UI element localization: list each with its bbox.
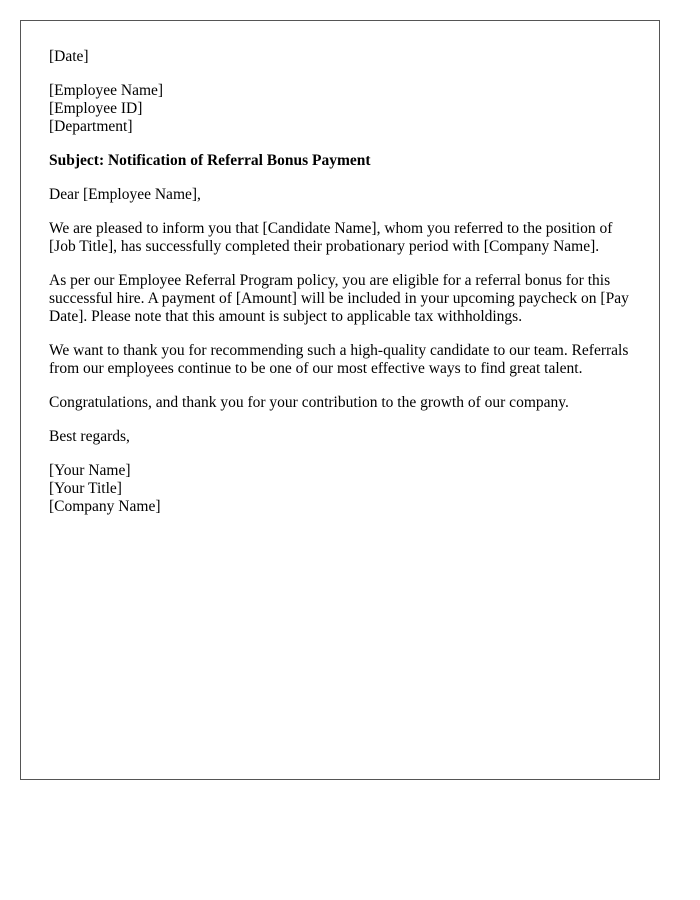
letter-date: [Date]	[49, 48, 89, 65]
closing: Best regards,	[49, 428, 130, 445]
date-block	[49, 48, 631, 66]
signature-title: [Your Title]	[49, 480, 122, 497]
letter-document	[20, 20, 660, 780]
body-paragraph-1: We are pleased to inform you that [Candidate Name], whom you referred to the position of [Job Title], has successfully completed their probationary period with [Company Name].	[49, 220, 613, 255]
recipient-department: [Department]	[49, 118, 133, 135]
signature-name: [Your Name]	[49, 462, 131, 479]
signature-block	[49, 462, 631, 516]
recipient-block	[49, 82, 631, 136]
recipient-name: [Employee Name]	[49, 82, 164, 99]
body-paragraph-3: We want to thank you for recommending such a high-quality candidate to our team. Referrals from our employees continue to be one of our most effective ways to find great talent.	[49, 342, 629, 377]
signature-company: [Company Name]	[49, 498, 161, 515]
recipient-id: [Employee ID]	[49, 100, 143, 117]
body-paragraph-4: Congratulations, and thank you for your contribution to the growth of our company.	[49, 394, 569, 411]
subject-line: Subject: Notification of Referral Bonus Payment	[49, 152, 371, 169]
body-paragraph-2: As per our Employee Referral Program policy, you are eligible for a referral bonus for this successful hire. A payment of [Amount] will be included in your upcoming paycheck on [Pay Date]. Please note that this amount is subject to applicable tax withholdings.	[49, 272, 629, 325]
salutation: Dear [Employee Name],	[49, 186, 201, 203]
